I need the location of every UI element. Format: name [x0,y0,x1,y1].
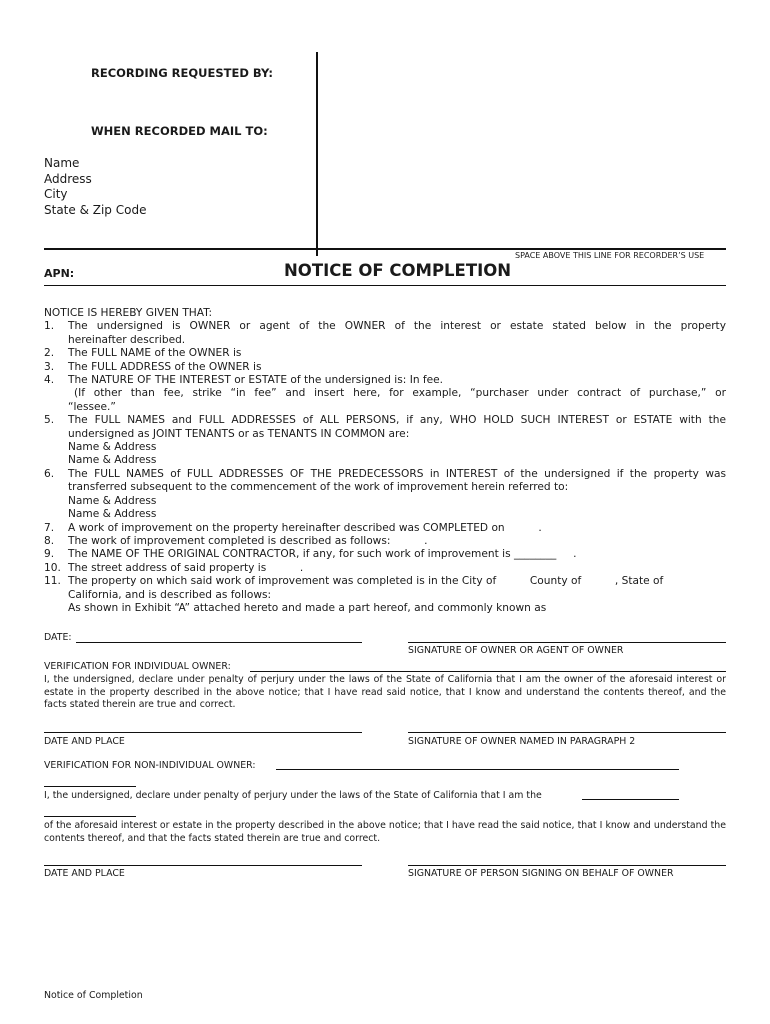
item-number: 8. [44,534,55,547]
individual-declaration-text: I, the undersigned, declare under penalty of perjury under the laws of the State of California that I am the owner of the aforesaid interest or estate in the property described in the above notice; that I have read said notice, that I know and understand the contents thereof, and the facts stated therein are true and correct. [44,674,726,710]
item-text: The work of improvement completed is described as follows: . [68,534,428,547]
behalf-signature-label: SIGNATURE OF PERSON SIGNING ON BEHALF OF OWNER [408,868,674,879]
mail-to-address: Address [44,171,92,186]
item-text: The undersigned is OWNER or agent of the OWNER of the interest or estate stated below in the property [68,320,726,333]
verification-non-individual-label: VERIFICATION FOR NON-INDIVIDUAL OWNER: [44,760,256,771]
notice-item-5 [44,414,726,468]
owner-signature-line[interactable] [408,642,726,643]
item-number: 5. [44,414,55,427]
item-number: 4. [44,374,55,387]
recorder-line [44,248,726,250]
notice-body [44,307,726,615]
non-individual-name-field[interactable] [44,786,136,787]
item-number: 1. [44,320,55,333]
notice-item-3 [44,361,726,374]
notice-item-11 [44,575,726,615]
date-place-label-2: DATE AND PLACE [44,868,125,879]
item-text: transferred subsequent to the commencement of the work of improvement herein referred to: [68,481,569,494]
mail-to-state-zip: State & Zip Code [44,202,147,217]
item-text: undersigned as JOINT TENANTS or as TENANTS IN COMMON are: [68,427,410,440]
header-vertical-divider [316,52,318,256]
item-number: 2. [44,347,55,360]
date-field[interactable] [76,642,362,643]
mail-to-address-block [44,156,146,218]
item-text: California, and is described as follows: [68,588,272,601]
recording-requested-by-label: RECORDING REQUESTED BY: [91,66,273,80]
behalf-signature-line[interactable] [408,865,726,866]
item-text: The NATURE OF THE INTEREST or ESTATE of the undersigned is: In fee. [68,374,444,387]
item-text: “lessee.” [68,400,116,413]
item-text: A work of improvement on the property hereinafter described was COMPLETED on . [68,521,542,534]
mail-to-city: City [44,187,68,201]
apn-label: APN: [44,267,75,280]
item-text: Name & Address [68,441,157,454]
item-number: 10. [44,561,61,574]
item-text: hereinafter described. [68,333,186,346]
item-text: Name & Address [68,508,157,521]
when-recorded-mail-to-label: WHEN RECORDED MAIL TO: [91,124,268,138]
item-number: 7. [44,521,55,534]
date-label: DATE: [44,632,72,643]
item-text: The street address of said property is . [68,561,304,574]
item-number: 11. [44,575,61,588]
notice-item-6 [44,468,726,522]
notice-item-9 [44,548,726,561]
item-text: (If other than fee, strike “in fee” and insert here, for example, “purchaser under contract of purchase,” or [74,387,726,400]
mail-to-name: Name [44,156,80,170]
notice-item-8 [44,535,726,548]
date-place-line-2[interactable] [44,865,362,866]
non-individual-declaration-text: of the aforesaid interest or estate in the property described in the above notice; that I have read the said notice, that I know and understand the contents thereof, and that the facts stated therein are true and correct. [44,820,726,844]
item-text: The FULL NAMES and FULL ADDRESSES of ALL PERSONS, if any, WHO HOLD SUCH INTEREST or ESTATE with the [68,414,726,427]
notice-item-1 [44,320,726,347]
item-text: Name & Address [68,494,157,507]
verification-individual-label: VERIFICATION FOR INDIVIDUAL OWNER: [44,661,231,672]
document-title: NOTICE OF COMPLETION [284,261,512,280]
title-underline [44,285,726,286]
owner-signature-label: SIGNATURE OF OWNER OR AGENT OF OWNER [408,645,624,656]
verification-individual-field[interactable] [250,671,726,672]
item-text: As shown in Exhibit “A” attached hereto and made a part hereof, and commonly known as [68,601,547,614]
footer-document-name: Notice of Completion [44,990,143,1001]
item-text: The NAME OF THE ORIGINAL CONTRACTOR, if any, for such work of improvement is ________ . [68,548,577,561]
date-place-line-1[interactable] [44,732,362,733]
verification-non-individual-field[interactable] [276,769,679,770]
notice-item-2 [44,347,726,360]
item-number: 9. [44,548,55,561]
notice-intro: NOTICE IS HEREBY GIVEN THAT: [44,307,213,319]
item-text: The FULL ADDRESS of the OWNER is [68,360,262,373]
owner-named-signature-label: SIGNATURE OF OWNER NAMED IN PARAGRAPH 2 [408,736,636,747]
item-number: 3. [44,360,55,373]
item-text: The FULL NAMES of FULL ADDRESSES OF THE PREDECESSORS in INTEREST of the undersigned if the property was [68,467,726,480]
date-place-label-1: DATE AND PLACE [44,736,125,747]
recorder-use-note: SPACE ABOVE THIS LINE FOR RECORDER’S USE [515,251,705,260]
item-text: The FULL NAME of the OWNER is [68,347,242,360]
notice-item-10 [44,562,726,575]
non-individual-title-field[interactable] [582,799,679,800]
item-number: 6. [44,467,55,480]
item-text: Name & Address [68,454,157,467]
notice-item-4 [44,374,726,414]
notice-item-7 [44,522,726,535]
non-individual-declaration-line: I, the undersigned, declare under penalty of perjury under the laws of the State of California that I am the [44,790,542,801]
owner-named-signature-line[interactable] [408,732,726,733]
non-individual-entity-field[interactable] [44,816,136,817]
item-text: The property on which said work of improvement was completed is in the City of County of , State of [68,575,664,588]
